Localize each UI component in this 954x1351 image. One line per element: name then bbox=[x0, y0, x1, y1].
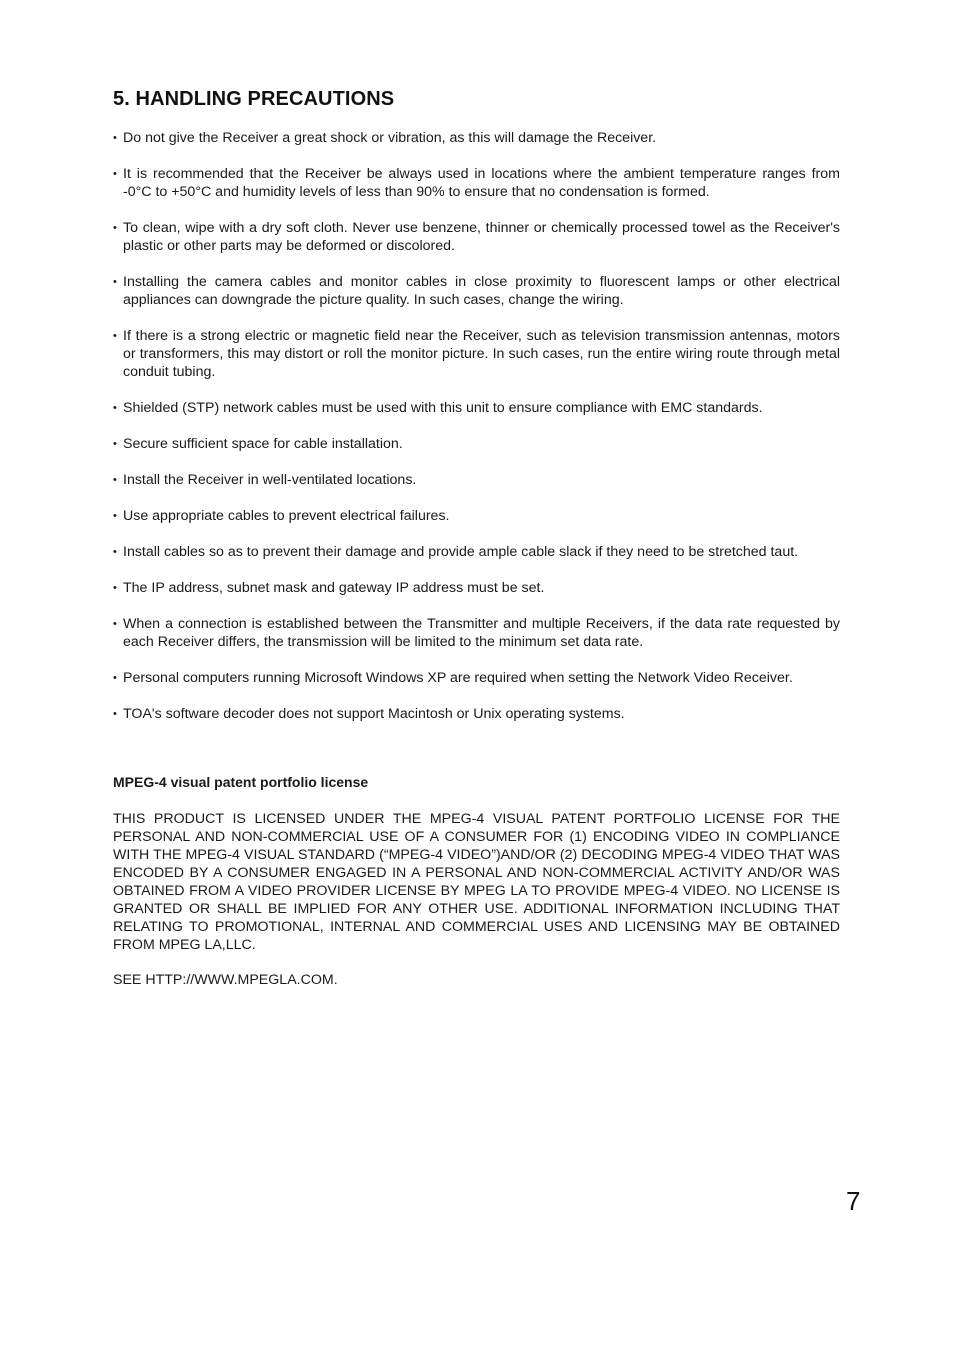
license-website-reference: SEE HTTP://WWW.MPEGLA.COM. bbox=[113, 972, 338, 988]
bullet-icon: • bbox=[113, 402, 117, 414]
precautions-list bbox=[113, 129, 840, 741]
precaution-item bbox=[113, 471, 840, 489]
precaution-item bbox=[113, 579, 840, 597]
bullet-icon: • bbox=[113, 438, 117, 450]
precaution-item bbox=[113, 399, 840, 417]
precaution-text: When a connection is established between the Transmitter and multiple Receivers, if the data rate requested by each Receiver differs, the transmission will be limited to the minimum set data rate. bbox=[123, 616, 840, 650]
bullet-icon: • bbox=[113, 222, 117, 234]
license-body: THIS PRODUCT IS LICENSED UNDER THE MPEG-4 VISUAL PATENT PORTFOLIO LICENSE FOR THE PERSONAL AND NON-COMMERCIAL USE OF A CONSUMER FOR (1) ENCODING VIDEO IN COMPLIANCE WITH THE MPEG-4 VISUAL STANDARD (“MPEG-4 VIDEO”)AND/OR (2) DECODING MPEG-4 VIDEO THAT WAS ENCODED BY A CONSUMER ENGAGED IN A PERSONAL AND NON-COMMERCIAL ACTIVITY AND/OR WAS OBTAINED FROM A VIDEO PROVIDER LICENSE BY MPEG LA TO PROVIDE MPEG-4 VIDEO. NO LICENSE IS GRANTED OR SHALL BE IMPLIED FOR ANY OTHER USE. ADDITIONAL INFORMATION INCLUDING THAT RELATING TO PROMOTIONAL, INTERNAL AND COMMERCIAL USES AND LICENSING MAY BE OBTAINED FROM MPEG LA,LLC. bbox=[113, 811, 840, 953]
precaution-item bbox=[113, 129, 840, 147]
bullet-icon: • bbox=[113, 168, 117, 180]
precaution-item bbox=[113, 165, 840, 201]
precaution-item bbox=[113, 273, 840, 309]
bullet-icon: • bbox=[113, 708, 117, 720]
bullet-icon: • bbox=[113, 618, 117, 630]
precaution-text: TOA's software decoder does not support Macintosh or Unix operating systems. bbox=[123, 706, 625, 722]
precaution-text: To clean, wipe with a dry soft cloth. Never use benzene, thinner or chemically processed towel as the Receiver's plastic or other parts may be deformed or discolored. bbox=[123, 220, 840, 254]
precaution-item bbox=[113, 615, 840, 651]
precaution-item bbox=[113, 507, 840, 525]
precaution-text: The IP address, subnet mask and gateway IP address must be set. bbox=[123, 580, 545, 596]
page-number: 7 bbox=[846, 1186, 861, 1216]
bullet-icon: • bbox=[113, 330, 117, 342]
precaution-text: Install cables so as to prevent their damage and provide ample cable slack if they need to be stretched taut. bbox=[123, 544, 799, 560]
precaution-text: Do not give the Receiver a great shock or vibration, as this will damage the Receiver. bbox=[123, 130, 657, 146]
precaution-text: Install the Receiver in well-ventilated locations. bbox=[123, 472, 417, 488]
precaution-text: Personal computers running Microsoft Windows XP are required when setting the Network Video Receiver. bbox=[123, 670, 793, 686]
precaution-item bbox=[113, 669, 840, 687]
precaution-text: Installing the camera cables and monitor cables in close proximity to fluorescent lamps or other electrical appliances can downgrade the picture quality. In such cases, change the wiring. bbox=[123, 274, 840, 308]
precaution-item bbox=[113, 543, 840, 561]
precaution-item bbox=[113, 219, 840, 255]
precaution-text: If there is a strong electric or magnetic field near the Receiver, such as television transmission antennas, motors or transformers, this may distort or roll the monitor picture. In such cases, run the entire wiring route through metal conduit tubing. bbox=[123, 328, 840, 380]
bullet-icon: • bbox=[113, 132, 117, 144]
precaution-text: Secure sufficient space for cable installation. bbox=[123, 436, 403, 452]
precaution-text: Use appropriate cables to prevent electrical failures. bbox=[123, 508, 450, 524]
section-title: 5. HANDLING PRECAUTIONS bbox=[113, 88, 395, 110]
precaution-item bbox=[113, 705, 840, 723]
license-heading: MPEG-4 visual patent portfolio license bbox=[113, 774, 369, 790]
bullet-icon: • bbox=[113, 546, 117, 558]
bullet-icon: • bbox=[113, 510, 117, 522]
bullet-icon: • bbox=[113, 474, 117, 486]
precaution-text: Shielded (STP) network cables must be used with this unit to ensure compliance with EMC standards. bbox=[123, 400, 763, 416]
precaution-item bbox=[113, 435, 840, 453]
precaution-text: It is recommended that the Receiver be always used in locations where the ambient temperature ranges from -0°C to +50°C and humidity levels of less than 90% to ensure that no condensation is formed. bbox=[123, 166, 840, 200]
precaution-item bbox=[113, 327, 840, 381]
bullet-icon: • bbox=[113, 672, 117, 684]
bullet-icon: • bbox=[113, 276, 117, 288]
bullet-icon: • bbox=[113, 582, 117, 594]
